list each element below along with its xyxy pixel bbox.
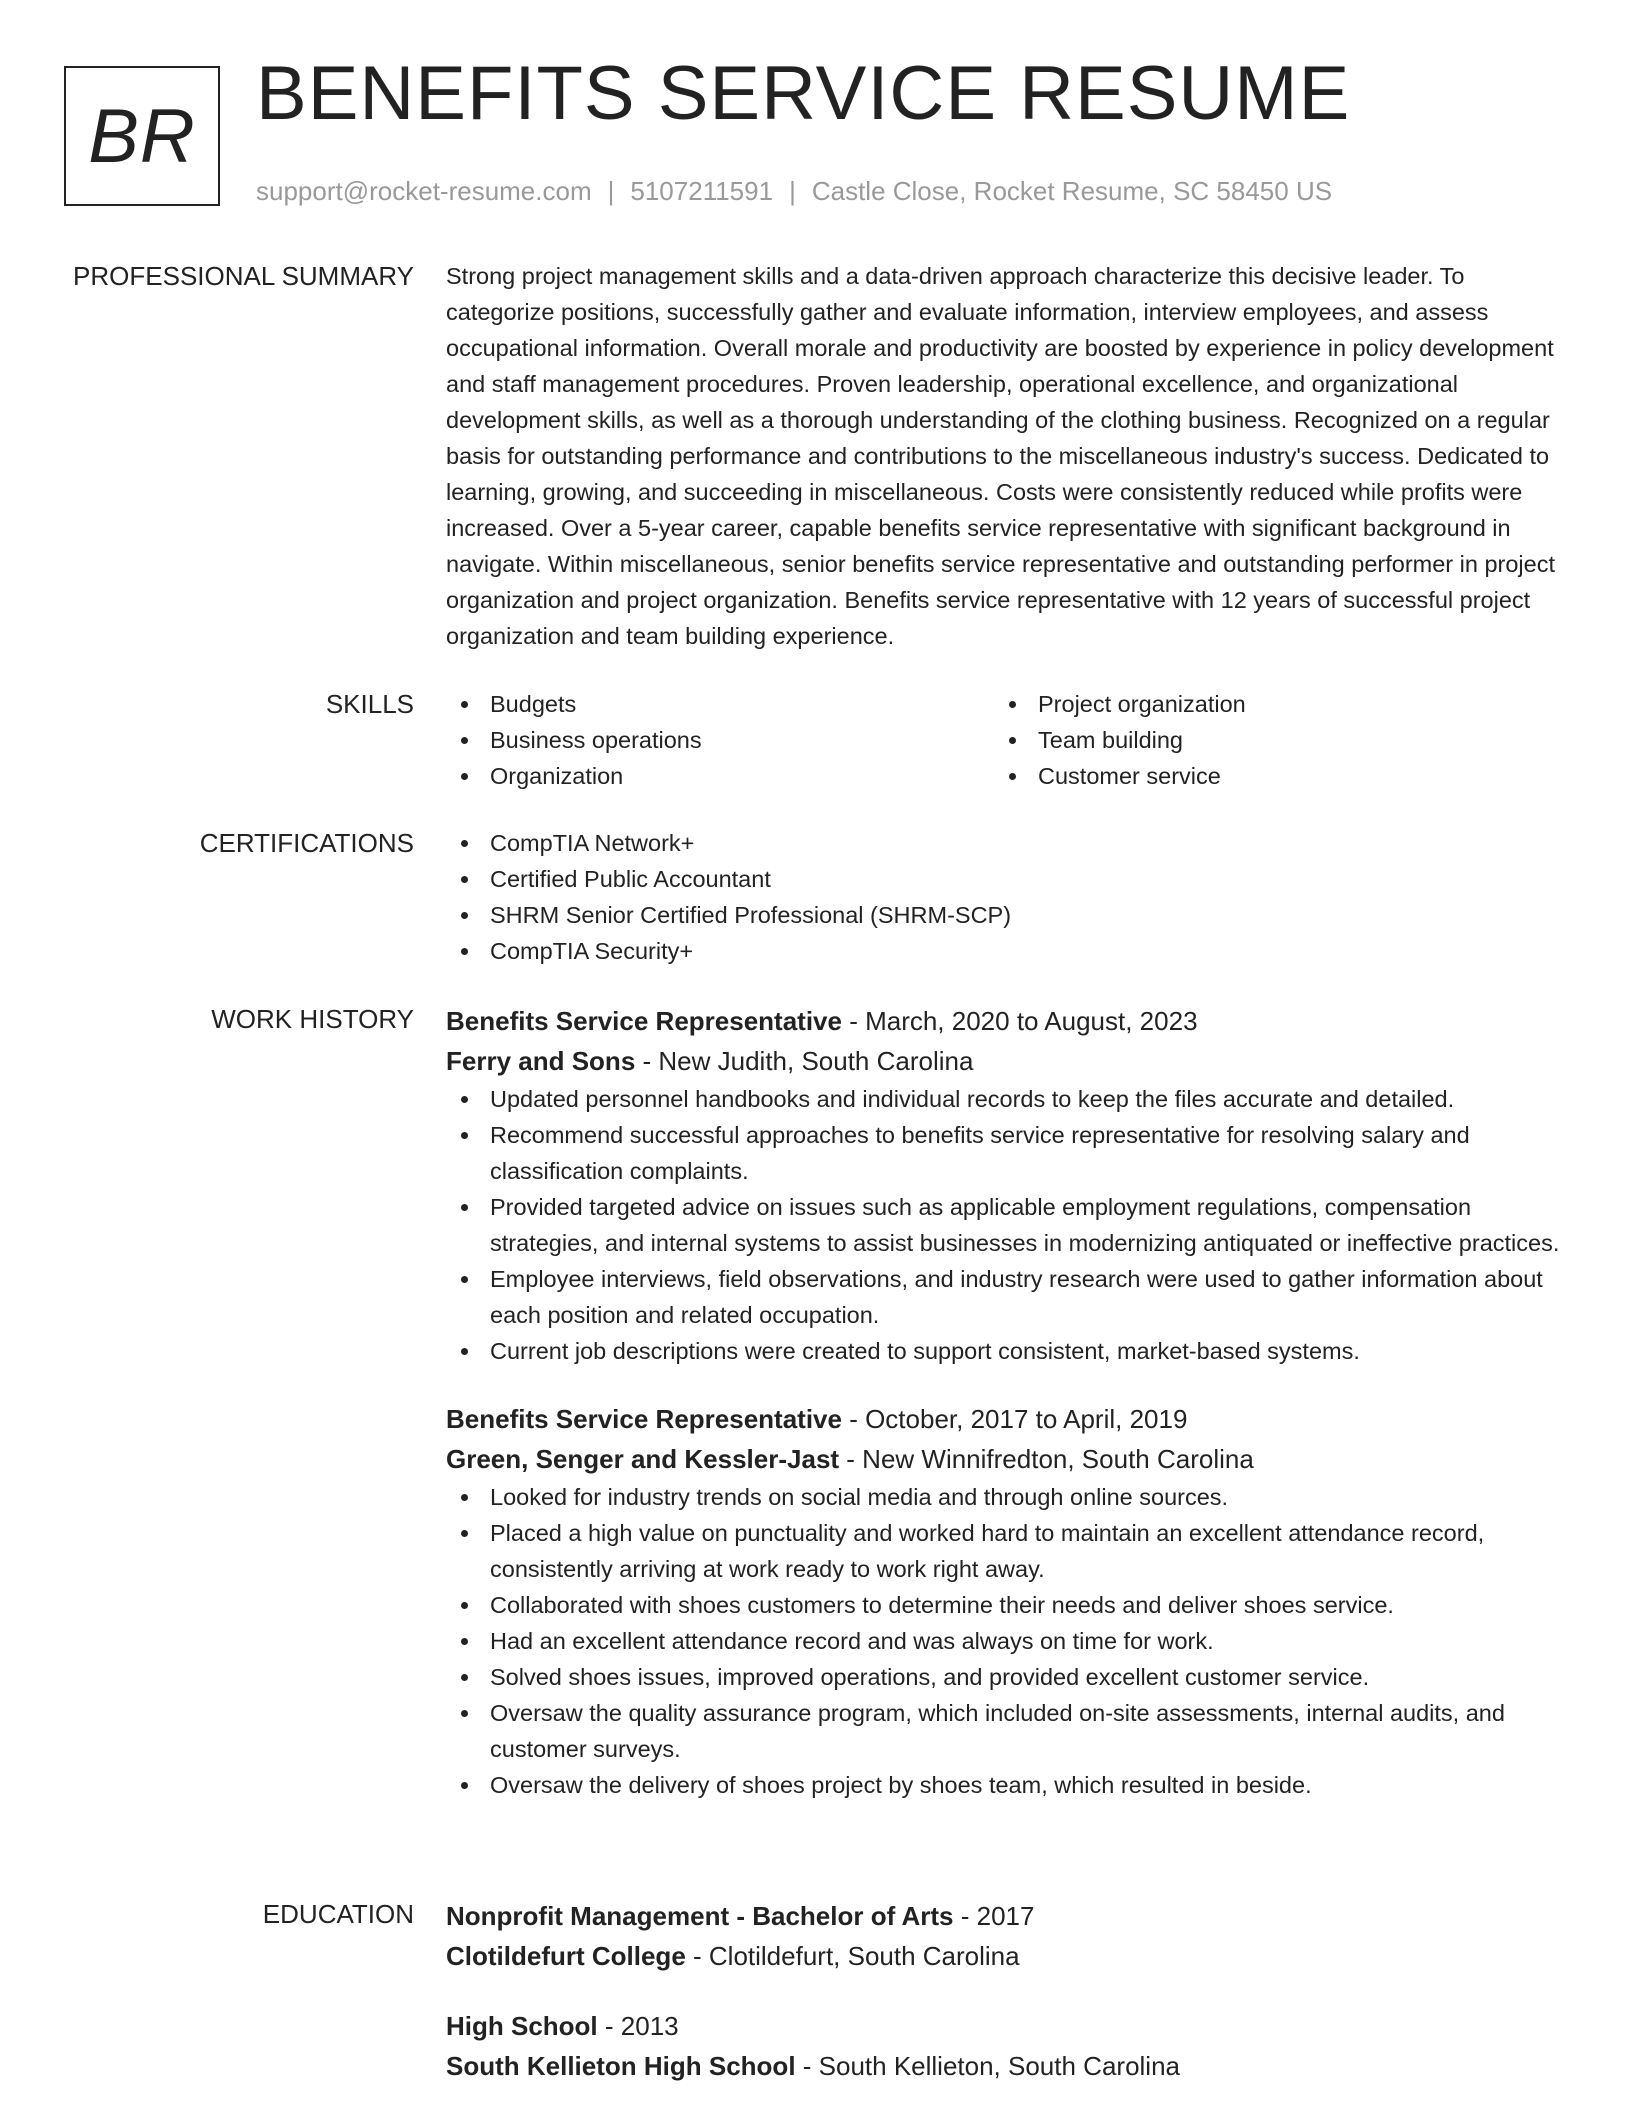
education-school: South Kellieton High School (446, 2051, 796, 2081)
job-company-line (446, 1439, 1566, 1479)
monogram-logo: BR (64, 66, 220, 206)
skill-item: Team building (994, 722, 1542, 758)
skill-item: Customer service (994, 758, 1542, 794)
job-entry (446, 1399, 1566, 1803)
job-company: Green, Senger and Kessler-Jast (446, 1444, 840, 1474)
skill-item: Budgets (446, 686, 994, 722)
contact-line (256, 176, 1332, 207)
skill-item: Organization (446, 758, 994, 794)
job-title-line (446, 1399, 1566, 1439)
section-label-work-history: WORK HISTORY (211, 1004, 414, 1034)
job-company-line (446, 1041, 1566, 1081)
job-bullet: Employee interviews, field observations, and industry research were used to gather information about each position and related occupation. (446, 1261, 1566, 1333)
job-bullets (446, 1479, 1566, 1803)
job-bullet: Oversaw the delivery of shoes project by shoes team, which resulted in beside. (446, 1767, 1566, 1803)
job-title: Benefits Service Representative (446, 1404, 842, 1434)
certification-item: CompTIA Security+ (446, 933, 1566, 969)
section-label-skills: SKILLS (325, 689, 414, 719)
contact-separator: | (607, 176, 615, 206)
education-degree: Nonprofit Management - Bachelor of Arts (446, 1901, 954, 1931)
education-school: Clotildefurt College (446, 1941, 686, 1971)
job-bullet: Placed a high value on punctuality and worked hard to maintain an excellent attendance record, consistently arriving at work ready to work right away. (446, 1515, 1566, 1587)
job-bullet: Solved shoes issues, improved operations, and provided excellent customer service. (446, 1659, 1566, 1695)
job-bullet: Current job descriptions were created to support consistent, market-based systems. (446, 1333, 1566, 1369)
skills-list-col2 (994, 686, 1542, 794)
education-school-line (446, 1936, 1566, 1976)
section-label-education: EDUCATION (262, 1899, 414, 1929)
skills-list-col1 (446, 686, 994, 794)
page-title: BENEFITS SERVICE RESUME (256, 51, 1351, 136)
section-label-certifications: CERTIFICATIONS (199, 828, 414, 858)
job-title: Benefits Service Representative (446, 1006, 842, 1036)
education-degree: High School (446, 2011, 598, 2041)
job-company: Ferry and Sons (446, 1046, 636, 1076)
education-location: - South Kellieton, South Carolina (795, 2051, 1180, 2081)
skill-item: Project organization (994, 686, 1542, 722)
education-degree-line (446, 1896, 1566, 1936)
summary-text: Strong project management skills and a data-driven approach characterize this decisive leader. To categorize positions, successfully gather and evaluate information, interview employees, and assess occupational information. Overall morale and productivity are boosted by experience in policy development and staff management procedures. Proven leadership, operational excellence, and organizational development skills, as well as a thorough understanding of the clothing business. Recognized on a regular basis for outstanding performance and contributions to the miscellaneous industry's success. Dedicated to learning, growing, and succeeding in miscellaneous. Costs were consistently reduced while profits were increased. Over a 5-year career, capable benefits service representative with significant background in navigate. Within miscellaneous, senior benefits service representative and outstanding performer in project organization and project organization. Benefits service representative with 12 years of successful project organization and team building experience. (446, 263, 1555, 649)
education-year: - 2017 (953, 1901, 1035, 1931)
job-bullet: Recommend successful approaches to benefits service representative for resolving salary and classification complaints. (446, 1117, 1566, 1189)
job-bullet: Provided targeted advice on issues such as applicable employment regulations, compensation strategies, and internal systems to assist businesses in modernizing antiquated or ineffective practices. (446, 1189, 1566, 1261)
job-bullet: Oversaw the quality assurance program, which included on-site assessments, internal audits, and customer surveys. (446, 1695, 1566, 1767)
education-location: - Clotildefurt, South Carolina (685, 1941, 1020, 1971)
job-bullets (446, 1081, 1566, 1369)
certification-item: Certified Public Accountant (446, 861, 1566, 897)
job-bullet: Collaborated with shoes customers to determine their needs and deliver shoes service. (446, 1587, 1566, 1623)
section-label-summary: PROFESSIONAL SUMMARY (73, 261, 414, 291)
job-dates: - October, 2017 to April, 2019 (841, 1404, 1188, 1434)
job-location: - New Winnifredton, South Carolina (839, 1444, 1254, 1474)
contact-address: Castle Close, Rocket Resume, SC 58450 US (811, 176, 1333, 206)
certification-item: CompTIA Network+ (446, 825, 1566, 861)
contact-phone: 5107211591 (630, 176, 774, 206)
education-degree-line (446, 2006, 1566, 2046)
certification-item: SHRM Senior Certified Professional (SHRM-SCP) (446, 897, 1566, 933)
job-bullet: Looked for industry trends on social media and through online sources. (446, 1479, 1566, 1515)
education-year: - 2013 (597, 2011, 679, 2041)
contact-email: support@rocket-resume.com (256, 176, 592, 206)
job-title-line (446, 1001, 1566, 1041)
job-bullet: Updated personnel handbooks and individual records to keep the files accurate and detailed. (446, 1081, 1566, 1117)
education-school-line (446, 2046, 1566, 2086)
contact-separator: | (789, 176, 796, 206)
certifications-list (446, 825, 1566, 969)
job-bullet: Had an excellent attendance record and was always on time for work. (446, 1623, 1566, 1659)
job-entry (446, 1001, 1566, 1369)
skill-item: Business operations (446, 722, 994, 758)
education-entry (446, 1896, 1566, 1976)
job-dates: - March, 2020 to August, 2023 (841, 1006, 1198, 1036)
job-location: - New Judith, South Carolina (635, 1046, 974, 1076)
education-entry (446, 2006, 1566, 2086)
